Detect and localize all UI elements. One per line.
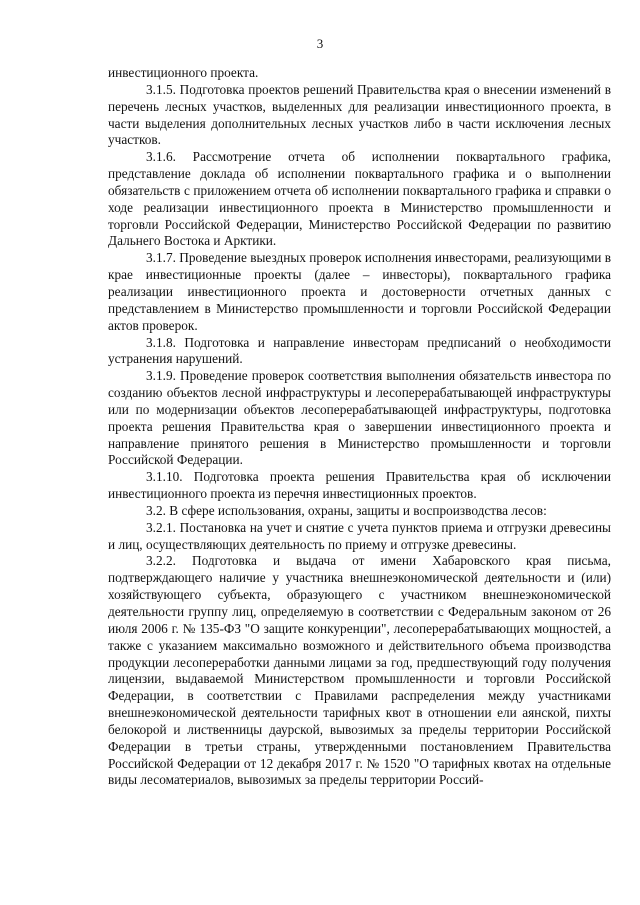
paragraph-3-1-5: 3.1.5. Подготовка проектов решений Правительства края о внесении изменений в перечень лесных участков, выделенных для реализации инвестиционного проекта, в части выделения дополнительных лесных участков либо в части исключения лесных участков. (108, 81, 611, 148)
paragraph-continuation: инвестиционного проекта. (108, 65, 259, 80)
document-body (108, 65, 611, 789)
paragraph-3-2-2: 3.2.2. Подготовка и выдача от имени Хабаровского края письма, подтверждающего наличие у участника внешнеэкономической деятельности и (или) хозяйствующего субъекта, образующего с участником внешнеэкономической деятельности группу лиц, определяемую в соответствии с Федеральным законом от 26 июля 2006 г. № 135-ФЗ "О защите конкуренции", лесоперерабатывающих мощностей, а также с указанием максимально возможного и действительного объема производства продукции лесопереработки данными лицами за год, предшествующий году получения лицензии, выдаваемой Министерством промышленности и торговли Российской Федерации, в соответствии с Правилами распределения между участниками внешнеэкономической деятельности тарифных квот в отношении ели аянской, пихты белокорой и лиственницы даурской, вывозимых за пределы территории Российской Федерации в третьи страны, утвержденными постановлением Правительства Российской Федерации от 12 декабря 2017 г. № 1520 "О тарифных квотах на отдельные виды лесоматериалов, вывозимых за пределы территории Россий- (108, 553, 611, 788)
paragraph-3-1-6: 3.1.6. Рассмотрение отчета об исполнении поквартального графика, представление доклада об исполнении поквартального графика и о выполнении обязательств с приложением отчета об исполнении поквартального графика и справки о ходе реализации инвестиционного проекта в Министерство промышленности и торговли Российской Федерации, Министерство Российской Федерации по развитию Дальнего Востока и Арктики. (108, 149, 611, 249)
paragraph-3-2-1: 3.2.1. Постановка на учет и снятие с учета пунктов приема и отгрузки древесины и лиц, осуществляющих деятельность по приему и отгрузке древесины. (108, 519, 611, 552)
paragraph-3-1-8: 3.1.8. Подготовка и направление инвесторам предписаний о необходимости устранения нарушений. (108, 334, 611, 367)
paragraph-3-1-7: 3.1.7. Проведение выездных проверок исполнения инвесторами, реализующими в крае инвестиционные проекты (далее – инвесторы), поквартального графика реализации инвестиционного проекта и достоверности отчетных данных с представлением в Министерство промышленности и торговли Российской Федерации актов проверок. (108, 250, 611, 333)
page-number: 3 (316, 36, 324, 51)
paragraph-3-1-9: 3.1.9. Проведение проверок соответствия выполнения обязательств инвестора по созданию объектов лесной инфраструктуры и лесоперерабатывающей инфраструктуры или по модернизации объектов лесоперерабатывающей инфраструктуры, подготовка проекта решения Правительства края о завершении инвестиционного проекта и направление принятого решения в Министерство промышленности и торговли Российской Федерации. (108, 368, 611, 468)
paragraph-3-2: 3.2. В сфере использования, охраны, защиты и воспроизводства лесов: (146, 502, 547, 518)
paragraph-3-1-10: 3.1.10. Подготовка проекта решения Правительства края об исключении инвестиционного проекта из перечня инвестиционных проектов. (108, 469, 611, 502)
